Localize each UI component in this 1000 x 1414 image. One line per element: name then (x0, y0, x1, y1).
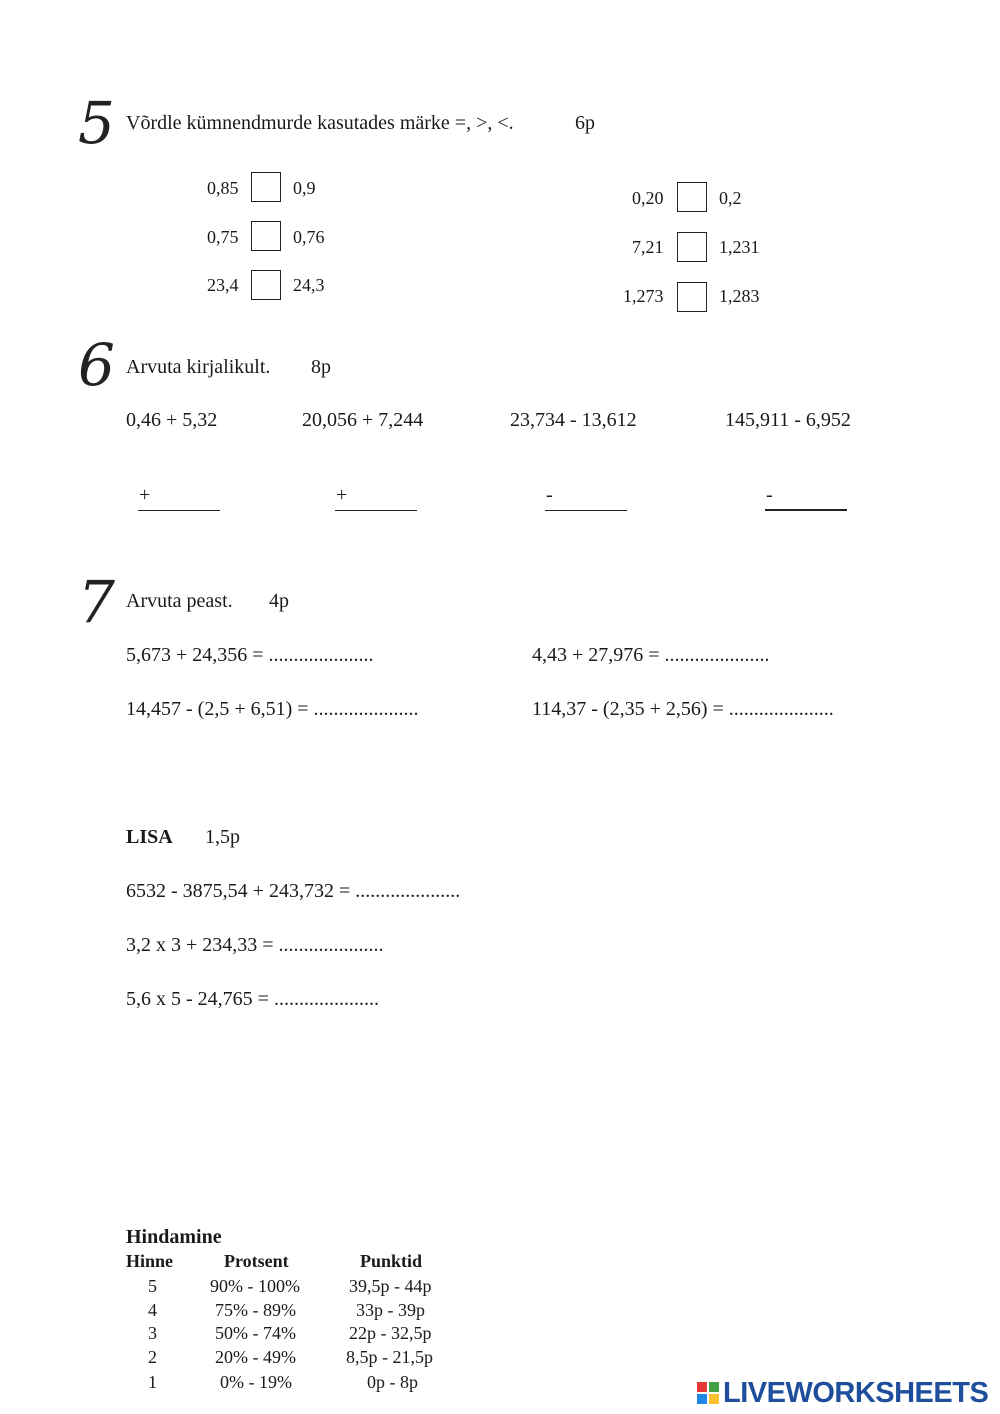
section-5-number: 5 (78, 89, 115, 157)
grade-points: 39,5p - 44p (349, 1276, 432, 1296)
compare-right-1-box[interactable] (677, 182, 707, 212)
written-problem-4: 145,911 - 6,952 (725, 409, 851, 431)
written-op-4: - (766, 484, 773, 506)
section-6-title: Arvuta kirjalikult. (126, 356, 271, 378)
lisa-points: 1,5p (205, 826, 240, 848)
section-7-points: 4p (269, 590, 289, 612)
grade-value: 1 (148, 1372, 157, 1392)
grade-points: 22p - 32,5p (349, 1323, 432, 1343)
logo-square-yellow (709, 1394, 719, 1404)
section-5-title: Võrdle kümnendmurde kasutades märke =, >, <. (126, 112, 514, 134)
compare-left-3-box[interactable] (251, 270, 281, 300)
grading-header-percent: Protsent (224, 1251, 289, 1271)
compare-left-2-a: 0,75 (207, 227, 239, 247)
lisa-problem-2: 3,2 x 3 + 234,33 = ..................... (126, 934, 384, 956)
grade-points: 0p - 8p (367, 1372, 418, 1392)
section-7-title: Arvuta peast. (126, 590, 233, 612)
compare-left-1-a: 0,85 (207, 178, 239, 198)
compare-right-2-box[interactable] (677, 232, 707, 262)
compare-left-2-b: 0,76 (293, 227, 325, 247)
written-problem-3: 23,734 - 13,612 (510, 409, 637, 431)
compare-left-3-b: 24,3 (293, 275, 325, 295)
section-6-points: 8p (311, 356, 331, 378)
lisa-title: LISA (126, 826, 173, 848)
compare-left-1-b: 0,9 (293, 178, 316, 198)
logo-square-red (697, 1382, 707, 1392)
compare-right-2-b: 1,231 (719, 237, 760, 257)
mental-problem-1: 5,673 + 24,356 = ..................... (126, 644, 374, 666)
compare-right-3-a: 1,273 (623, 286, 664, 306)
grade-value: 4 (148, 1300, 157, 1320)
grading-header-grade: Hinne (126, 1251, 174, 1271)
compare-left-3-a: 23,4 (207, 275, 239, 295)
compare-right-2-a: 7,21 (632, 237, 664, 257)
mental-problem-3: 14,457 - (2,5 + 6,51) = ..................... (126, 698, 419, 720)
written-answer-line-1[interactable] (138, 510, 220, 511)
grade-percent: 90% - 100% (210, 1276, 300, 1296)
compare-right-3-box[interactable] (677, 282, 707, 312)
compare-left-1-box[interactable] (251, 172, 281, 202)
compare-right-1-b: 0,2 (719, 188, 742, 208)
compare-right-1-a: 0,20 (632, 188, 664, 208)
grading-header-points: Punktid (360, 1251, 423, 1271)
grade-percent: 0% - 19% (220, 1372, 292, 1392)
written-op-2: + (336, 484, 348, 506)
grade-percent: 20% - 49% (215, 1347, 296, 1367)
written-answer-line-3[interactable] (545, 510, 627, 511)
written-problem-2: 20,056 + 7,244 (302, 409, 424, 431)
logo-square-green (709, 1382, 719, 1392)
mental-problem-4: 114,37 - (2,35 + 2,56) = ..................... (532, 698, 834, 720)
written-answer-line-2[interactable] (335, 510, 417, 511)
grade-percent: 75% - 89% (215, 1300, 296, 1320)
written-op-1: + (139, 484, 151, 506)
liveworksheets-logo-icon (697, 1382, 719, 1404)
grading-title: Hindamine (126, 1226, 222, 1248)
grade-value: 5 (148, 1276, 157, 1296)
liveworksheets-logo (697, 1376, 988, 1410)
mental-problem-2: 4,43 + 27,976 = ..................... (532, 644, 770, 666)
grade-points: 33p - 39p (356, 1300, 425, 1320)
section-7-number: 7 (78, 568, 115, 636)
compare-left-2-box[interactable] (251, 221, 281, 251)
liveworksheets-logo-text: LIVEWORKSHEETS (723, 1376, 989, 1409)
grade-value: 2 (148, 1347, 157, 1367)
lisa-problem-3: 5,6 x 5 - 24,765 = ..................... (126, 988, 379, 1010)
compare-right-3-b: 1,283 (719, 286, 760, 306)
grade-percent: 50% - 74% (215, 1323, 296, 1343)
logo-square-blue (697, 1394, 707, 1404)
written-problem-1: 0,46 + 5,32 (126, 409, 218, 431)
written-answer-line-4[interactable] (765, 509, 847, 511)
lisa-problem-1: 6532 - 3875,54 + 243,732 = ..................... (126, 880, 461, 902)
written-op-3: - (546, 484, 553, 506)
section-6-number: 6 (78, 331, 115, 399)
grade-value: 3 (148, 1323, 157, 1343)
grade-points: 8,5p - 21,5p (346, 1347, 433, 1367)
section-5-points: 6p (575, 112, 595, 134)
